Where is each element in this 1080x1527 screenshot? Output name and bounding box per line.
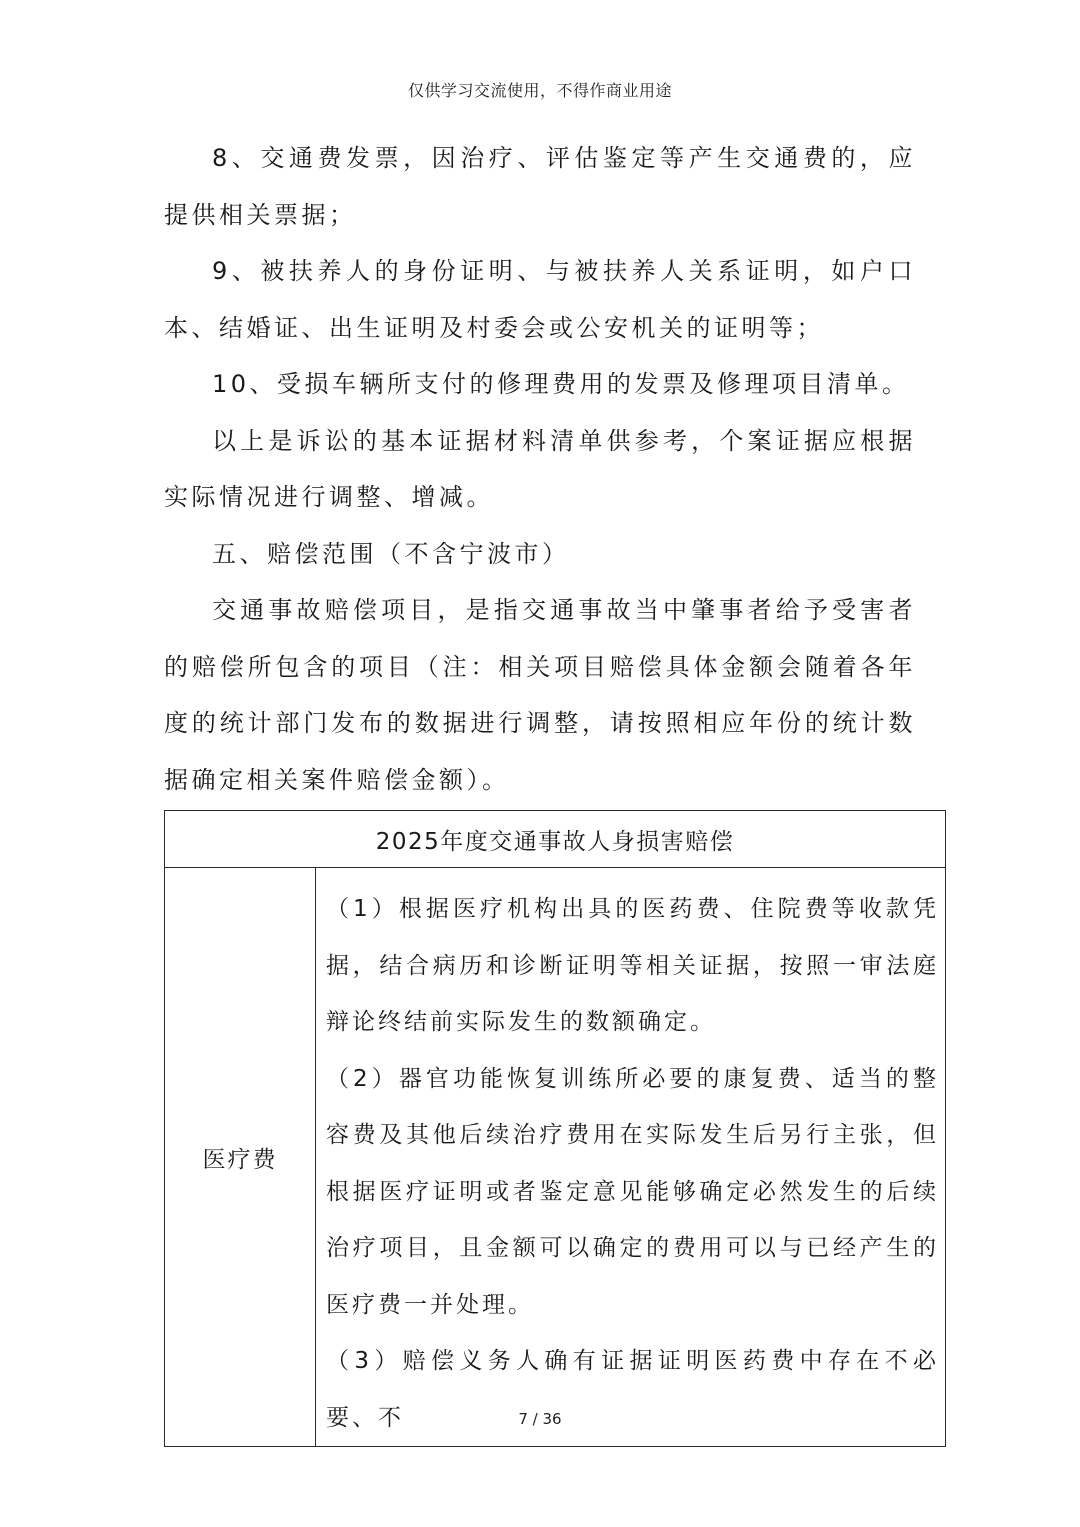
section-heading-compensation-scope: 五、赔偿范围（不含宁波市）	[212, 539, 570, 568]
compensation-table	[164, 810, 946, 1447]
paragraph-item-9: 9、被扶养人的身份证明、与被扶养人关系证明，如户口本、结婚证、出生证明及村委会或公安机关的证明等；	[164, 257, 916, 342]
header-disclaimer: 仅供学习交流使用，不得作商业用途	[407, 81, 672, 100]
paragraph-compensation-intro: 交通事故赔偿项目，是指交通事故当中肇事者给予受害者的赔偿所包含的项目（注：相关项目赔偿具体金额会随着各年度的统计部门发布的数据进行调整，请按照相应年份的统计数据确定相关案件赔偿金额）。	[164, 596, 916, 794]
table-title-row	[165, 811, 946, 868]
paragraph-evidence-note: 以上是诉讼的基本证据材料清单供参考，个案证据应根据实际情况进行调整、增减。	[164, 426, 916, 511]
paragraph-item-10: 10、受损车辆所支付的修理费用的发票及修理项目清单。	[212, 370, 910, 398]
document-body	[164, 130, 916, 808]
paragraph-item-8: 8、交通费发票，因治疗、评估鉴定等产生交通费的，应提供相关票据；	[164, 144, 916, 229]
table-item-name: 医疗费	[165, 868, 316, 1447]
table-item-detail	[316, 868, 946, 1447]
page-number: 7 / 36	[518, 1410, 562, 1428]
detail-clause-2: （2）器官功能恢复训练所必要的康复费、适当的整容费及其他后续治疗费用在实际发生后另行主张，但根据医疗证明或者鉴定意见能够确定必然发生的后续治疗项目，且金额可以确定的费用可以与已经产生的医疗费一并处理。	[326, 1065, 939, 1318]
detail-clause-3: （3）赔偿义务人确有证据证明医药费中存在不必要、不	[326, 1348, 939, 1431]
table-row	[165, 868, 946, 1447]
table-title: 2025年度交通事故人身损害赔偿	[165, 811, 946, 868]
detail-clause-1: （1）根据医疗机构出具的医药费、住院费等收款凭据，结合病历和诊断证明等相关证据，按照一审法庭辩论终结前实际发生的数额确定。	[326, 896, 939, 1035]
